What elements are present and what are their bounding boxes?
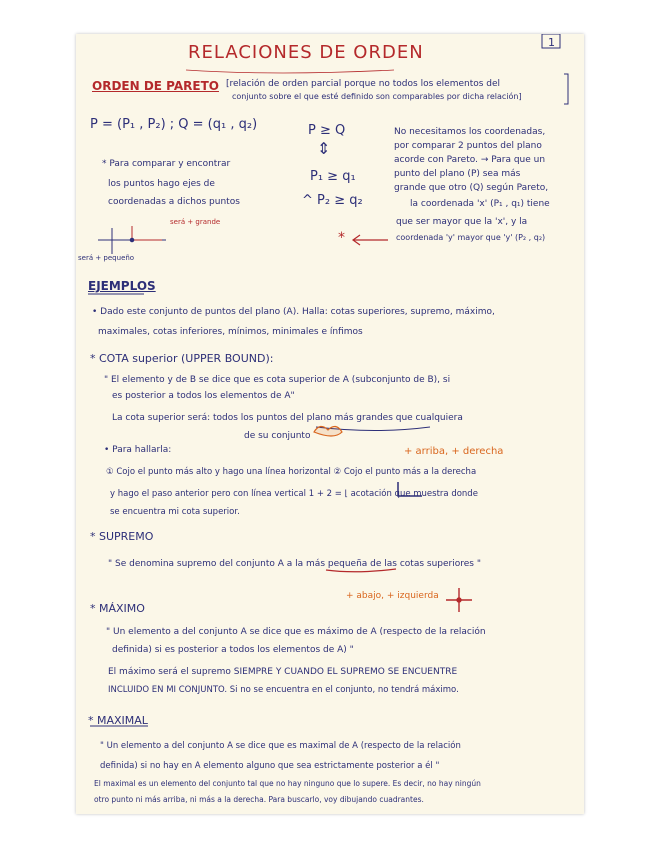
bracket [564,74,568,104]
left-note-line: coordenadas a dichos puntos [108,197,240,207]
supremo-heading: * SUPREMO [90,530,154,543]
maximal-note-2: otro punto ni más arriba, ni más a la derecha. Para buscarlo, voy dibujando cuadrantes. [94,795,424,804]
right-note-line: que ser mayor que la 'x', y la [396,217,528,227]
cota-step-3: se encuentra mi cota superior. [110,507,240,517]
right-note-line: por comparar 2 puntos del plano [394,141,542,151]
title-stroke [186,70,394,73]
maximo-note-1: El máximo será el supremo SIEMPRE Y CUANDO EL SUPREMO SE ENCUENTRE [108,667,458,677]
maximal-note-1: El maximal es un elemento del conjunto tal que no hay ninguno que lo supere. Es decir, no hay ningún [94,779,481,788]
para-hallarla: • Para hallarla: [104,445,172,455]
page-title: RELACIONES DE ORDEN [188,42,424,63]
axes-sketch [98,226,166,254]
right-note-line: la coordenada 'x' (P₁ , q₁) tiene [410,199,550,209]
left-note-line: * Para comparar y encontrar [102,159,231,169]
maximo-note-2: INCLUIDO EN MI CONJUNTO. Si no se encuentra en el conjunto, no tendrá máximo. [108,685,459,695]
pareto-description-1: [relación de orden parcial porque no todos los elementos del [226,79,501,89]
cota-note-2: de su conjunto [244,431,311,441]
notebook-page [76,34,584,814]
right-note-line: coordenada 'y' mayor que 'y' (P₂ , q₂) [396,233,546,242]
cota-note-orange: + arriba, + derecha [404,446,504,457]
right-note-line: grande que otro (Q) según Pareto, [394,183,549,193]
ejemplos-line-2: maximales, cotas inferiores, mínimos, minimales e ínfimos [98,327,363,337]
pareto-description-2: conjunto sobre el que esté definido son comparables por dicha relación] [232,92,522,101]
cota-step-2: y hago el paso anterior pero con línea vertical 1 + 2 = ⌊ acotación que muestra donde [110,489,478,499]
star-marker: * [338,230,345,246]
cota-heading: * COTA superior (UPPER BOUND): [90,352,274,365]
maximo-def-2: definida) si es posterior a todos los elementos de A) " [112,645,354,655]
cota-def-2: es posterior a todos los elementos de A" [112,391,295,401]
cota-note-1: La cota superior será: todos los puntos del plano más grandes que cualquiera [112,413,463,423]
pareto-condition-1: P₁ ≥ q₁ [310,169,356,184]
right-note-line: punto del plano (P) sea más [394,169,521,179]
right-note-line: No necesitamos los coordenadas, [394,127,546,137]
maximal-heading: * MAXIMAL [88,714,148,727]
maximal-def-2: definida) si no hay en A elemento alguno que sea estrictamente posterior a él " [100,761,440,771]
arrow-icon [353,235,388,245]
cross-icon [446,588,472,612]
maximo-def-1: " Un elemento a del conjunto A se dice que es máximo de A (respecto de la relación [106,627,486,637]
cota-def-1: " El elemento y de B se dice que es cota superior de A (subconjunto de B), si [104,375,451,385]
pareto-heading: ORDEN DE PARETO [92,79,219,93]
page-number: 1 [548,36,555,49]
pareto-point-definition: P = (P₁ , P₂) ; Q = (q₁ , q₂) [90,117,258,132]
pareto-p-ge-q: P ≥ Q [308,123,346,138]
ejemplos-heading: EJEMPLOS [88,279,156,293]
maximal-def-1: " Un elemento a del conjunto A se dice que es maximal de A (respecto de la relación [100,741,461,751]
ejemplos-line-1: • Dado este conjunto de puntos del plano (A). Halla: cotas superiores, supremo, máximo, [92,307,495,317]
supremo-orange-note: + abajo, + izquierda [346,591,439,601]
pareto-condition-2: ^ P₂ ≥ q₂ [302,193,363,208]
supremo-def: " Se denomina supremo del conjunto A a la más pequeña de las cotas superiores " [108,559,481,569]
left-note-line: los puntos hago ejes de [108,179,215,189]
equivalence-icon: ⇕ [317,139,331,158]
axis-bottom-label: será + pequeño [78,254,135,262]
right-note-line: acorde con Pareto. → Para que un [394,155,546,165]
axis-top-label: será + grande [170,218,221,226]
maximo-heading: * MÁXIMO [90,602,145,615]
brace [316,427,430,431]
cota-step-1: ① Cojo el punto más alto y hago una línea horizontal ② Cojo el punto más a la derecha [106,467,477,477]
orange-scribble [314,426,342,436]
